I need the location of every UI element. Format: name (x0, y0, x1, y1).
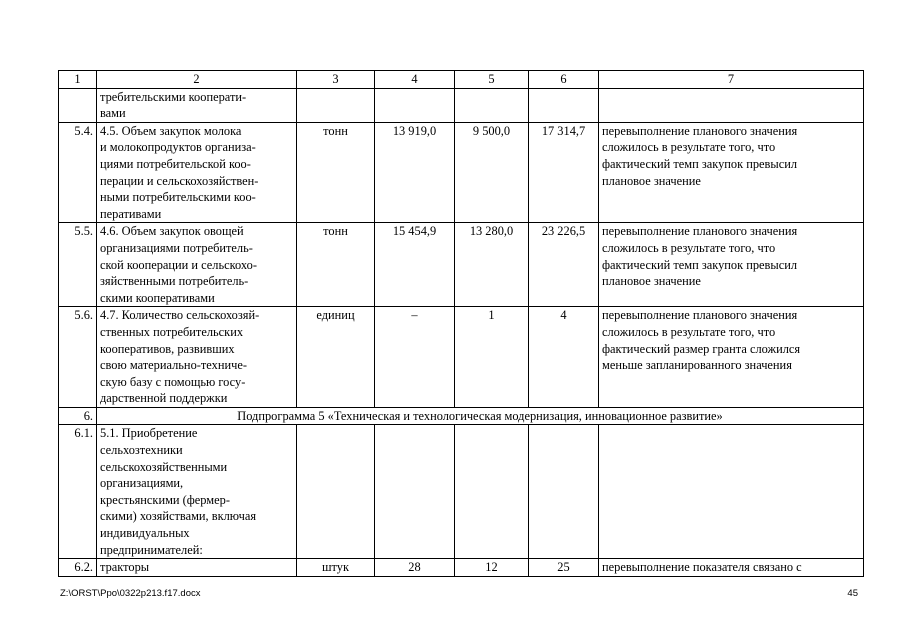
col-header-4: 4 (375, 71, 455, 89)
value-col5 (455, 425, 529, 559)
indicator-name: 4.6. Объем закупок овощей организациями потребитель- ской кооперации и сельскохо- зяйственными потребитель- скими кооперативами (97, 223, 297, 307)
value-col4: 28 (375, 559, 455, 577)
row-number: 5.6. (59, 307, 97, 408)
row-number: 5.5. (59, 223, 97, 307)
indicator-name: тракторы (97, 559, 297, 577)
value-col4: 15 454,9 (375, 223, 455, 307)
report-table (58, 70, 864, 577)
col-header-1: 1 (59, 71, 97, 89)
value-col4: 13 919,0 (375, 122, 455, 223)
section-row (59, 407, 864, 425)
value-col5: 1 (455, 307, 529, 408)
table-row (59, 559, 864, 577)
unit-cell: тонн (297, 122, 375, 223)
indicator-name: требительскими кооперати- вами (97, 88, 297, 122)
indicator-name: 5.1. Приобретение сельхозтехники сельскохозяйственными организациями, крестьянскими (фермер- скими) хозяйствами, включая индивидуальных предпринимателей: (97, 425, 297, 559)
col-header-3: 3 (297, 71, 375, 89)
table-row (59, 122, 864, 223)
note-cell (599, 425, 864, 559)
unit-cell: штук (297, 559, 375, 577)
note-cell: перевыполнение планового значения сложилось в результате того, что фактический темп закупок превысил плановое значение (599, 223, 864, 307)
value-col4 (375, 88, 455, 122)
col-header-2: 2 (97, 71, 297, 89)
row-number: 6.1. (59, 425, 97, 559)
note-cell (599, 88, 864, 122)
row-number (59, 88, 97, 122)
value-col5: 12 (455, 559, 529, 577)
section-title: Подпрограмма 5 «Техническая и технологическая модернизация, инновационное развитие» (97, 407, 864, 425)
value-col5 (455, 88, 529, 122)
col-header-6: 6 (529, 71, 599, 89)
indicator-name: 4.7. Количество сельскохозяй- ственных потребительских кооперативов, развивших свою материально-техниче- скую базу с помощью госу- дарственной поддержки (97, 307, 297, 408)
note-cell: перевыполнение показателя связано с (599, 559, 864, 577)
section-number: 6. (59, 407, 97, 425)
table-row (59, 88, 864, 122)
table-row (59, 307, 864, 408)
footer-file-path: Z:\ORST\Ppo\0322p213.f17.docx (60, 588, 201, 599)
value-col6 (529, 425, 599, 559)
value-col6: 4 (529, 307, 599, 408)
value-col6: 17 314,7 (529, 122, 599, 223)
note-cell: перевыполнение планового значения сложилось в результате того, что фактический темп закупок превысил плановое значение (599, 122, 864, 223)
page-number: 45 (847, 588, 858, 599)
value-col5: 9 500,0 (455, 122, 529, 223)
value-col5: 13 280,0 (455, 223, 529, 307)
value-col4: – (375, 307, 455, 408)
unit-cell: тонн (297, 223, 375, 307)
unit-cell: единиц (297, 307, 375, 408)
table-row (59, 425, 864, 559)
value-col6: 25 (529, 559, 599, 577)
value-col4 (375, 425, 455, 559)
table-row (59, 223, 864, 307)
indicator-name: 4.5. Объем закупок молока и молокопродуктов организа- циями потребительской коо- перации и сельскохозяйствен- ными потребительскими коо- перативами (97, 122, 297, 223)
value-col6: 23 226,5 (529, 223, 599, 307)
col-header-5: 5 (455, 71, 529, 89)
row-number: 6.2. (59, 559, 97, 577)
col-header-7: 7 (599, 71, 864, 89)
row-number: 5.4. (59, 122, 97, 223)
value-col6 (529, 88, 599, 122)
header-row (59, 71, 864, 89)
note-cell: перевыполнение планового значения сложилось в результате того, что фактический размер гранта сложился меньше запланированного значения (599, 307, 864, 408)
unit-cell (297, 425, 375, 559)
unit-cell (297, 88, 375, 122)
